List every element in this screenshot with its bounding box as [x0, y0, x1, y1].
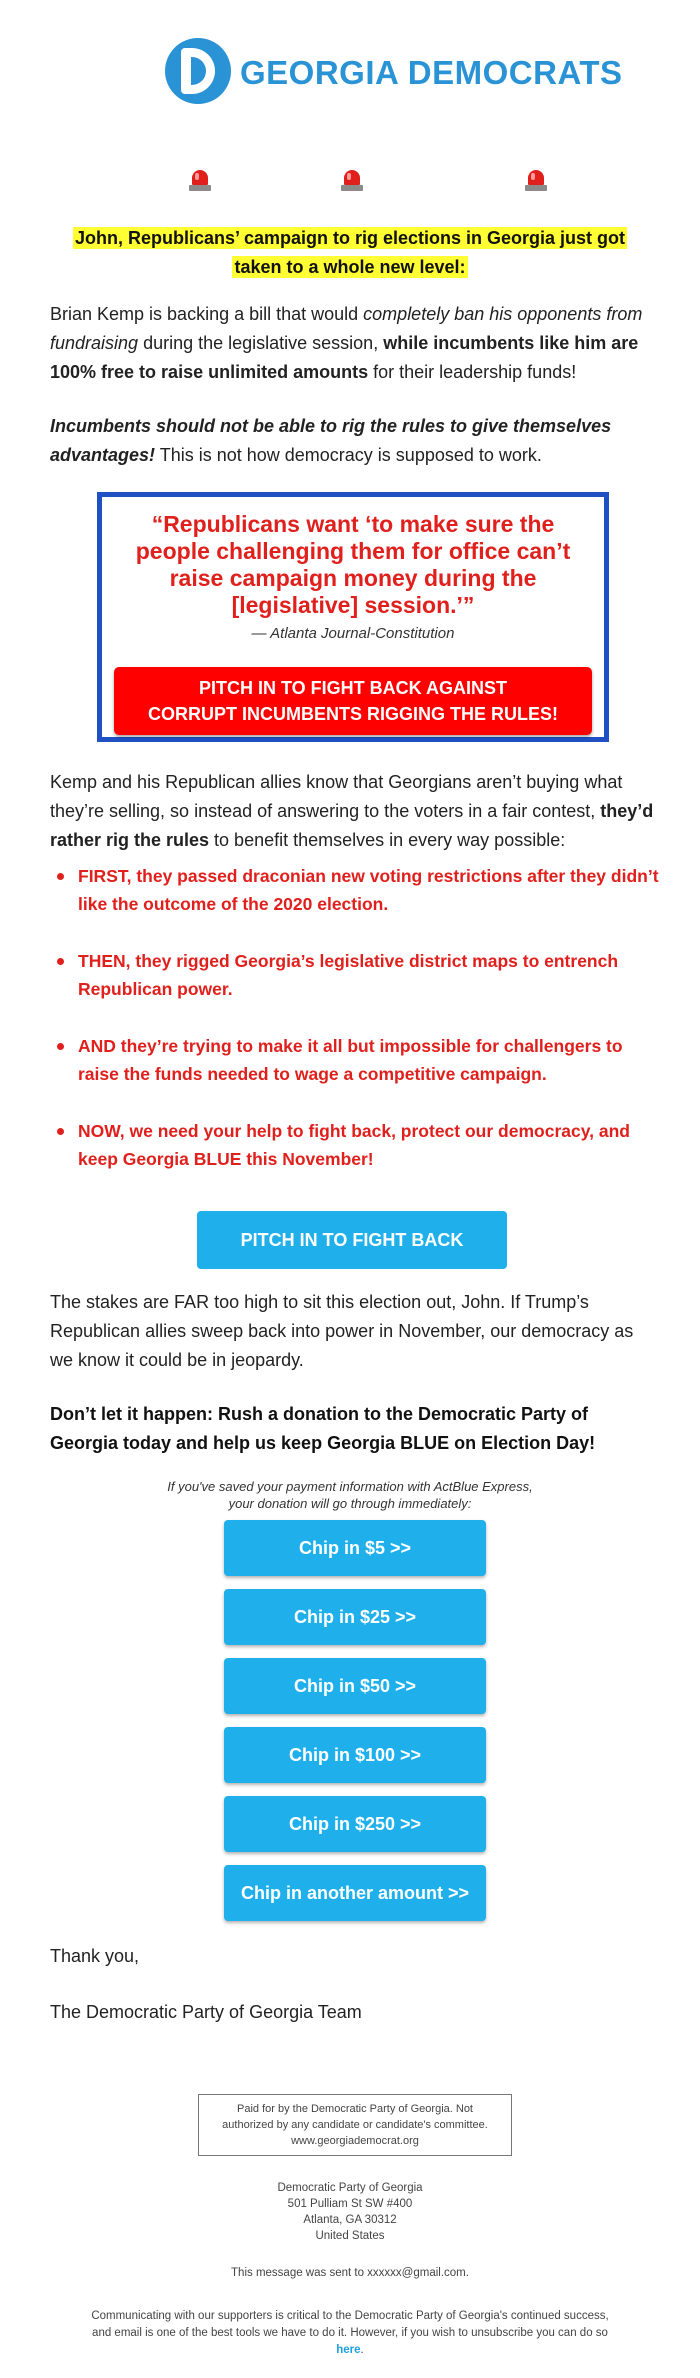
- address-street: 501 Pulliam St SW #400: [287, 2198, 413, 2210]
- note-line-2: your donation will go through immediately:: [228, 1496, 472, 1511]
- bold-span: while incumbents like him are 100% free to raise unlimited amounts: [50, 333, 639, 382]
- text-span: to benefit themselves in every way possible:: [209, 830, 566, 850]
- siren-icon: [189, 168, 211, 192]
- paragraph-stakes: The stakes are FAR too high to sit this election out, John. If Trump’s Republican allies sweep back into power in November, our democracy as we know it could be in jeopardy.: [50, 1292, 634, 1370]
- bold-span: they’d rather rig the rules: [50, 801, 654, 850]
- actblue-express-note: [100, 1478, 600, 1512]
- website-link[interactable]: www.georgiademocrat.org: [291, 2135, 419, 2147]
- paid-for-disclaimer: [198, 2094, 512, 2156]
- pitch-in-button[interactable]: PITCH IN TO FIGHT BACK: [197, 1211, 507, 1269]
- disclaimer-line-2: authorized by any candidate or candidate's committee.: [222, 2119, 488, 2131]
- siren-row: [0, 168, 700, 198]
- chip-in-other-amount-button[interactable]: Chip in another amount >>: [224, 1865, 486, 1921]
- quote-text: “Republicans want ‘to make sure the people challenging them for office can’t raise campaign money during the [legislative] session.’”: [135, 511, 571, 618]
- pitch-in-fight-corrupt-button[interactable]: [114, 667, 592, 735]
- siren-icon: [341, 168, 363, 192]
- list-item: [50, 1032, 660, 1088]
- bullet-icon: [57, 1043, 64, 1050]
- list-item-text: THEN, they rigged Georgia’s legislative district maps to entrench Republican power.: [78, 951, 619, 999]
- address-city: Atlanta, GA 30312: [303, 2214, 397, 2226]
- chip-in-50-button[interactable]: Chip in $50 >>: [224, 1658, 486, 1714]
- unsubscribe-link[interactable]: here: [336, 2344, 361, 2356]
- text-span: during the legislative session,: [138, 333, 384, 353]
- list-item-text: FIRST, they passed draconian new voting restrictions after they didn’t like the outcome of the 2020 election.: [78, 866, 659, 914]
- list-item-text: AND they’re trying to make it all but impossible for challengers to raise the funds needed to wage a competitive campaign.: [78, 1036, 623, 1084]
- italic-span: completely ban his opponents from fundraising: [50, 304, 643, 353]
- bullet-icon: [57, 1128, 64, 1135]
- siren-icon: [525, 168, 547, 192]
- list-item: [50, 947, 660, 1003]
- bold-italic-span: Incumbents should not be able to rig the rules to give themselves advantages!: [50, 416, 612, 465]
- circle-d-logo-icon[interactable]: [165, 38, 231, 104]
- bullet-icon: [57, 873, 64, 880]
- paragraph-incumbents: [50, 412, 660, 470]
- headline-line-2: taken to a whole new level:: [234, 257, 466, 277]
- paragraph-kemp-allies: [50, 768, 660, 855]
- button-label-line-2: CORRUPT INCUMBENTS RIGGING THE RULES!: [147, 704, 558, 724]
- chip-in-25-button[interactable]: Chip in $25 >>: [224, 1589, 486, 1645]
- paragraph-kemp-bill: [50, 300, 660, 387]
- text-span: Brian Kemp is backing a bill that would: [50, 304, 364, 324]
- chip-in-250-button[interactable]: Chip in $250 >>: [224, 1796, 486, 1852]
- header: [0, 38, 700, 106]
- button-label-line-1: PITCH IN TO FIGHT BACK AGAINST: [199, 678, 507, 698]
- disclaimer-line-1: Paid for by the Democratic Party of Georgia. Not: [237, 2103, 473, 2115]
- list-item: [50, 1117, 660, 1173]
- quote-box: [97, 492, 609, 742]
- chip-in-5-button[interactable]: Chip in $5 >>: [224, 1520, 486, 1576]
- closing-thanks: Thank you,: [50, 1946, 140, 1966]
- mailing-address: [150, 2180, 550, 2244]
- bullet-icon: [57, 958, 64, 965]
- chip-in-100-button[interactable]: Chip in $100 >>: [224, 1727, 486, 1783]
- text-span: for their leadership funds!: [368, 362, 577, 382]
- paragraph-dont-let-it-happen: Don’t let it happen: Rush a donation to the Democratic Party of Georgia today and help us keep Georgia BLUE on Election Day!: [50, 1404, 596, 1453]
- footer-text: Communicating with our supporters is critical to the Democratic Party of Georgia's continued success, and email is one of the best tools we have to do it. However, if you wish to unsubscribe you can do so: [91, 2310, 609, 2339]
- list-item: [50, 862, 660, 918]
- bullet-list: [50, 862, 660, 1202]
- headline: [50, 224, 650, 282]
- logo-d-shape: [181, 48, 215, 94]
- address-country: United States: [315, 2230, 385, 2242]
- text-span: Kemp and his Republican allies know that Georgians aren’t buying what they’re selling, so instead of answering to the voters in a fair contest,: [50, 772, 623, 821]
- unsubscribe-footer: [90, 2308, 610, 2359]
- note-line-1: If you've saved your payment information with ActBlue Express,: [167, 1479, 533, 1494]
- signature: The Democratic Party of Georgia Team: [50, 2002, 362, 2022]
- address-org: Democratic Party of Georgia: [277, 2182, 423, 2194]
- sent-to-notice: This message was sent to xxxxxx@gmail.com.: [231, 2267, 469, 2279]
- headline-line-1: John, Republicans’ campaign to rig elections in Georgia just got: [74, 228, 626, 248]
- quote-source: — Atlanta Journal-Constitution: [251, 625, 455, 642]
- text-span: This is not how democracy is supposed to work.: [155, 445, 542, 465]
- list-item-text: NOW, we need your help to fight back, protect our democracy, and keep Georgia BLUE this November!: [78, 1121, 630, 1169]
- brand-name[interactable]: GEORGIA DEMOCRATS: [240, 54, 623, 91]
- footer-end: .: [360, 2344, 364, 2356]
